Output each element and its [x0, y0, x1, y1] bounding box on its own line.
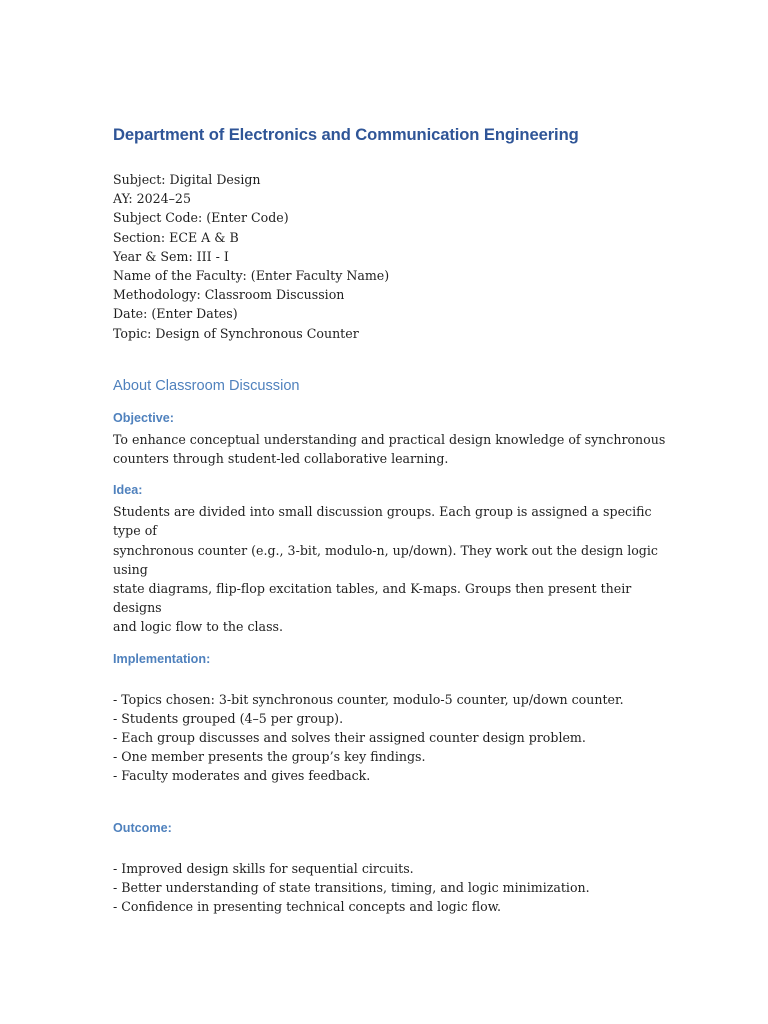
list-item: - One member presents the group’s key findings. — [113, 749, 426, 765]
list-item: - Better understanding of state transitions, timing, and logic minimization. — [113, 879, 590, 895]
implementation-section — [113, 650, 673, 786]
list-item: - Faculty moderates and gives feedback. — [113, 768, 371, 784]
date-line: Date: (Enter Dates) — [113, 306, 238, 322]
idea-section — [113, 481, 673, 636]
subject-line: Subject: Digital Design — [113, 172, 261, 187]
list-item: - Each group discusses and solves their assigned counter design problem. — [113, 730, 586, 746]
objective-heading: Objective: — [113, 410, 174, 425]
about-heading: About Classroom Discussion — [113, 377, 300, 394]
outcome-heading: Outcome: — [113, 820, 172, 835]
course-details — [113, 170, 673, 343]
subject-code-line: Subject Code: (Enter Code) — [113, 210, 289, 226]
implementation-heading: Implementation: — [113, 651, 211, 666]
idea-text-line: state diagrams, flip-flop excitation tables, and K-maps. Groups then present their designs — [113, 581, 632, 616]
list-item: - Topics chosen: 3-bit synchronous counter, modulo-5 counter, up/down counter. — [113, 691, 624, 707]
academic-year-line: AY: 2024–25 — [113, 191, 191, 207]
objective-text-line: To enhance conceptual understanding and practical design knowledge of synchronous — [113, 431, 666, 447]
idea-text-line: synchronous counter (e.g., 3-bit, modulo-n, up/down). They work out the design logic using — [113, 542, 658, 577]
section-line: Section: ECE A & B — [113, 229, 239, 245]
idea-text-line: Students are divided into small discussion groups. Each group is assigned a specific type of — [113, 504, 652, 539]
document-page — [113, 122, 673, 916]
objective-section — [113, 409, 673, 468]
list-item: - Confidence in presenting technical concepts and logic flow. — [113, 899, 502, 915]
outcome-section — [113, 819, 673, 917]
idea-heading: Idea: — [113, 483, 143, 498]
list-item: - Students grouped (4–5 per group). — [113, 710, 344, 726]
list-item: - Improved design skills for sequential circuits. — [113, 860, 414, 876]
spacer — [113, 786, 673, 819]
page-title: Department of Electronics and Communication Engineering — [113, 125, 579, 144]
objective-text-line: counters through student-led collaborative learning. — [113, 451, 449, 467]
idea-text-line: and logic flow to the class. — [113, 619, 283, 635]
methodology-line: Methodology: Classroom Discussion — [113, 287, 345, 303]
topic-line: Topic: Design of Synchronous Counter — [113, 325, 359, 341]
spacer — [113, 671, 673, 690]
spacer — [113, 840, 673, 859]
faculty-line: Name of the Faculty: (Enter Faculty Name) — [113, 268, 390, 284]
year-sem-line: Year & Sem: III - I — [113, 248, 229, 264]
